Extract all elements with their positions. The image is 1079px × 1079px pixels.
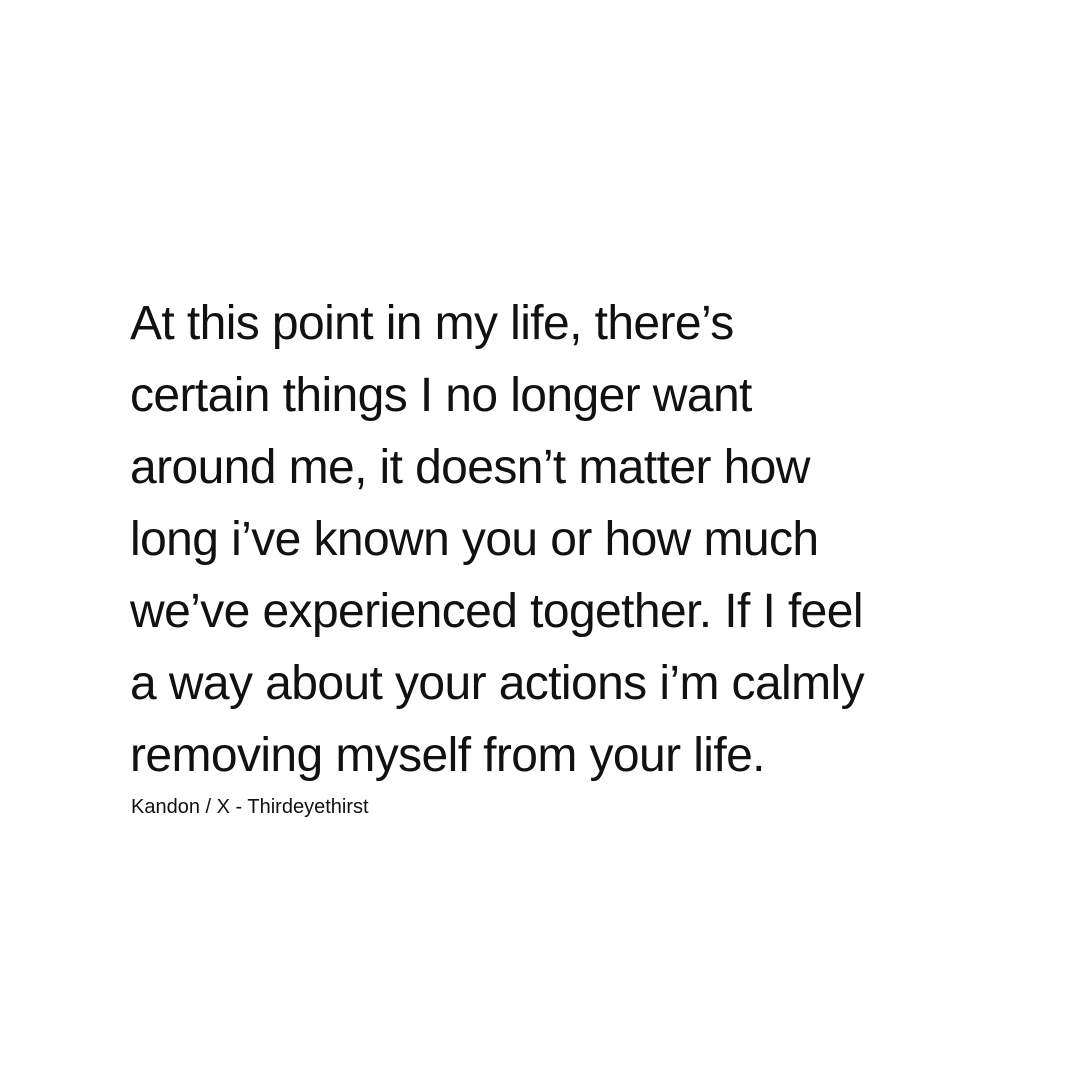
quote-line: around me, it doesn’t matter how	[130, 441, 810, 494]
quote-line: At this point in my life, there’s	[130, 297, 734, 350]
quote-credit: Kandon / X - Thirdeyethirst	[131, 796, 369, 818]
quote-line: long i’ve known you or how much	[130, 513, 819, 566]
quote-line: we’ve experienced together. If I feel	[130, 585, 863, 638]
quote-line: a way about your actions i’m calmly	[130, 657, 864, 710]
quote-text	[130, 288, 1030, 792]
quote-line: removing myself from your life.	[130, 729, 765, 782]
quote-line: certain things I no longer want	[130, 369, 752, 422]
